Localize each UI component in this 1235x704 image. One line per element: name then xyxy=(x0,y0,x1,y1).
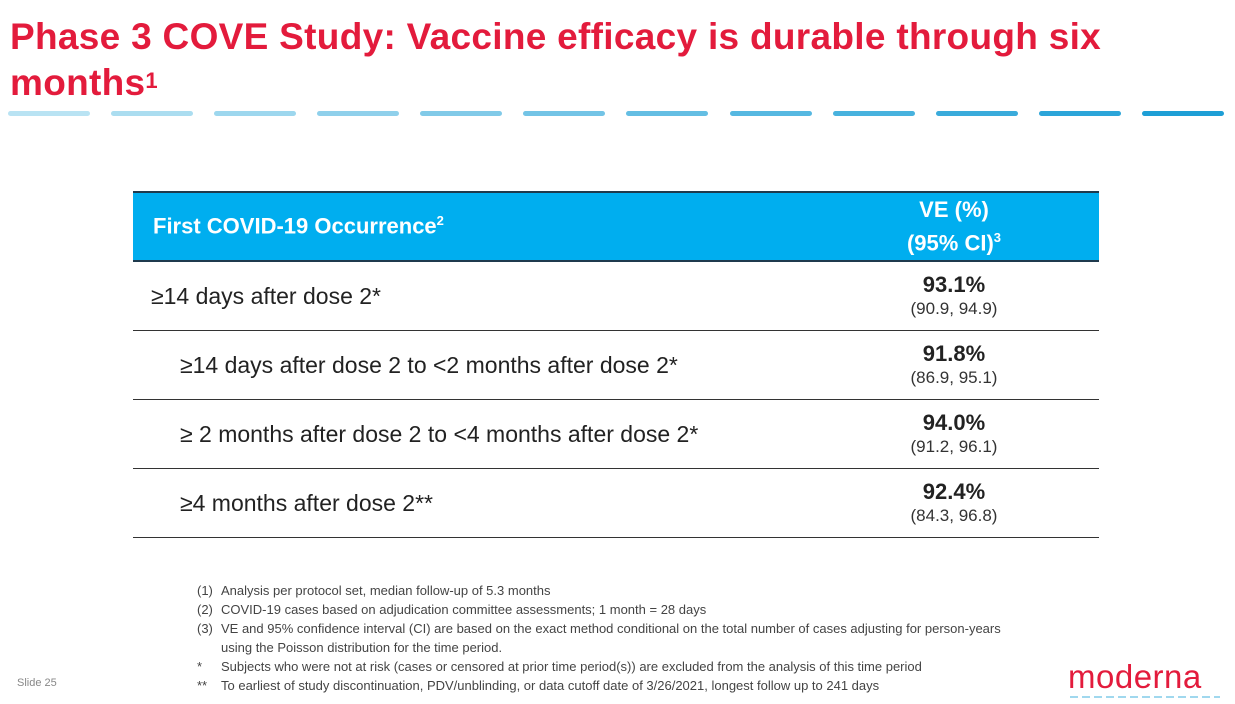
row-ve: 93.1% xyxy=(922,272,986,297)
footnote-marker: (2) xyxy=(197,602,213,617)
row-ci: (84.3, 96.8) xyxy=(910,506,998,525)
footnote-marker: ** xyxy=(197,678,208,693)
footnote-text: To earliest of study discontinuation, PDV/unblinding, or data cutoff date of 3/26/2021, longest follow up to 241 days xyxy=(221,678,880,693)
header-ve-ci-text: (95% CI) xyxy=(906,230,994,256)
header-ve xyxy=(809,196,1099,257)
row-ve: 91.8% xyxy=(922,341,986,366)
row-ci: (86.9, 95.1) xyxy=(910,368,998,387)
divider-dash xyxy=(523,111,605,116)
row-label: ≥4 months after dose 2** xyxy=(180,489,433,516)
footnote-text: COVID-19 cases based on adjudication committee assessments; 1 month = 28 days xyxy=(221,602,707,617)
footnote xyxy=(197,619,1027,657)
slide-title-text: Phase 3 COVE Study: Vaccine efficacy is durable through six months xyxy=(10,16,1102,103)
footnote-text: Subjects who were not at risk (cases or censored at prior time period(s)) are excluded from the analysis of this time period xyxy=(221,659,922,674)
divider-dash xyxy=(111,111,193,116)
row-label: ≥14 days after dose 2* xyxy=(151,282,381,309)
divider-dash xyxy=(626,111,708,116)
footnote xyxy=(197,657,1027,676)
divider-dash xyxy=(1142,111,1224,116)
moderna-logo: moderna xyxy=(1068,658,1202,695)
row-ci: (90.9, 94.9) xyxy=(910,299,998,318)
header-first-occurrence xyxy=(133,213,809,239)
footnote-text: Analysis per protocol set, median follow-up of 5.3 months xyxy=(221,583,551,598)
decorative-dashed-divider xyxy=(8,111,1224,116)
table-row xyxy=(133,331,1099,400)
row-label: ≥ 2 months after dose 2 to <4 months after dose 2* xyxy=(180,420,699,447)
header-ve-sup: 3 xyxy=(993,229,1002,245)
logo-underline-decoration xyxy=(1070,696,1220,698)
row-value xyxy=(809,479,1099,527)
footnote xyxy=(197,581,1027,600)
footnote-marker: (1) xyxy=(197,583,213,598)
footnotes xyxy=(197,581,1027,695)
divider-dash xyxy=(214,111,296,116)
divider-dash xyxy=(420,111,502,116)
slide-title xyxy=(10,14,1210,106)
table-row xyxy=(133,400,1099,469)
row-ve: 92.4% xyxy=(922,479,986,504)
row-ve: 94.0% xyxy=(922,410,986,435)
header-ve-line1: VE (%) xyxy=(919,196,989,222)
divider-dash xyxy=(317,111,399,116)
header-first-occurrence-text: First COVID-19 Occurrence xyxy=(153,213,437,239)
slide-title-footnote-marker: 1 xyxy=(145,68,158,93)
footnote-marker: * xyxy=(197,659,203,674)
slide-number: Slide 25 xyxy=(17,677,57,689)
divider-dash xyxy=(833,111,915,116)
divider-dash xyxy=(730,111,812,116)
row-value xyxy=(809,341,1099,389)
table-row xyxy=(133,262,1099,331)
divider-dash xyxy=(1039,111,1121,116)
divider-dash xyxy=(936,111,1018,116)
header-first-occurrence-sup: 2 xyxy=(436,213,444,229)
row-value xyxy=(809,272,1099,320)
divider-dash xyxy=(8,111,90,116)
header-ve-line2 xyxy=(809,224,1099,257)
row-label: ≥14 days after dose 2 to <2 months after dose 2* xyxy=(180,351,678,378)
table-row xyxy=(133,469,1099,538)
row-value xyxy=(809,410,1099,458)
table-header xyxy=(133,191,1099,262)
row-ci: (91.2, 96.1) xyxy=(910,437,998,456)
footnote-text: VE and 95% confidence interval (CI) are based on the exact method conditional on the total number of cases adjusting for person-years using the Poisson distribution for the time period. xyxy=(221,621,1001,655)
efficacy-table xyxy=(133,191,1099,538)
footnote-marker: (3) xyxy=(197,621,213,636)
footnote xyxy=(197,676,1027,695)
footnote xyxy=(197,600,1027,619)
